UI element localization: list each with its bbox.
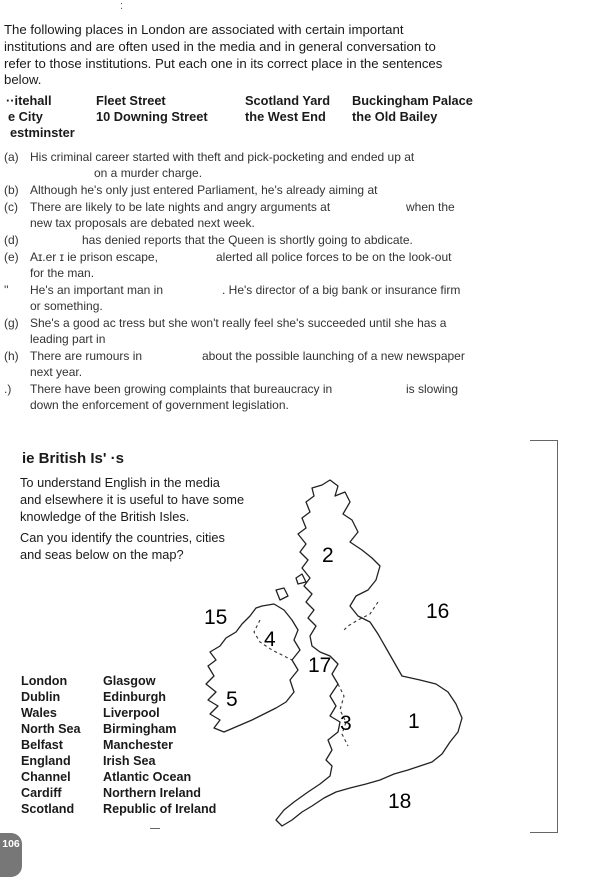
sentence-label: (c) [4,200,18,214]
map-number: 3 [340,712,352,735]
word-item: ··itehall [6,93,52,108]
para-line: Can you identify the countries, cities [20,530,225,545]
place-name: Birmingham [103,722,177,736]
sentence-text: She's a good ac tress but she won't really feel she's succeeded until she has a [30,316,447,330]
places-column-1 [21,673,80,817]
intro-line: below. [4,72,42,88]
word-item: 10 Downing Street [96,109,208,124]
word-item: e City [8,109,43,124]
sentence-label: (h) [4,349,19,363]
sentence-text: alerted all police forces to be on the look-out [216,250,452,264]
map-number: 5 [226,688,238,711]
para-line: To understand English in the media [20,475,220,490]
map-number: 15 [204,606,228,629]
para-line: and elsewhere it is useful to have some [20,492,245,507]
page-number: 106 [0,833,22,877]
sentence-text: when the [406,200,455,214]
map-number: 4 [264,628,276,651]
sentence-text: There have been growing complaints that bureaucracy in [30,382,333,396]
british-isles-map [180,470,480,845]
para-line: and seas below on the map? [20,547,184,562]
sentence-label: (b) [4,183,19,197]
footer-mark [150,828,160,829]
intro-line: refer to those institutions. Put each one in its correct place in the sentences [4,55,443,71]
place-name: Dublin [21,690,61,704]
sentence-text: He's an important man in [30,283,164,297]
place-name: Wales [21,706,57,720]
sentence-text: Although he's only just entered Parliament, he's already aiming at [30,183,378,197]
place-name: Edinburgh [103,690,166,704]
place-name: Atlantic Ocean [103,770,192,784]
sentence-text: down the enforcement of government legislation. [30,398,289,412]
header-mark: : [120,0,124,12]
word-item: Scotland Yard [245,93,331,108]
place-name: Cardiff [21,786,62,800]
place-name: Glasgow [103,674,156,688]
para-line: knowledge of the British Isles. [20,509,190,524]
place-name: Manchester [103,738,173,752]
sentence-text: on a murder charge. [94,166,203,180]
section-title: ie British Is' ·s [22,450,124,467]
word-box [0,93,600,141]
sentence-label: '' [4,283,9,297]
frame-line [530,832,558,833]
place-name: England [21,754,71,768]
sentence-text: . He's director of a big bank or insurance firm [222,283,461,297]
intro-paragraph [4,22,474,89]
sentence-label: (d) [4,233,19,247]
sentence-label: (a) [4,150,19,164]
place-name: Irish Sea [103,754,156,768]
sentence-label: (g) [4,316,19,330]
sentence-text: There are rumours in [30,349,143,363]
sentence-text: Aɪ.er ɪ ie prison escape, [30,250,158,264]
intro-line: The following places in London are associated with certain important [4,22,404,37]
sentence-text: next year. [30,365,83,379]
map-number: 2 [322,544,334,567]
sentence-text: or something. [30,299,103,313]
intro-line: institutions and are often used in the media and in general conversation to [4,38,436,54]
sentence-text: There are likely to be late nights and angry arguments at [30,200,331,214]
sentence-text: has denied reports that the Queen is shortly going to abdicate. [82,233,413,247]
frame-line [557,440,558,832]
place-name: Republic of Ireland [103,802,217,816]
sentence-text: His criminal career started with theft and pick-pocketing and ended up at [30,150,415,164]
place-name: London [21,674,68,688]
word-item: Buckingham Palace [352,93,473,108]
word-item: estminster [10,125,75,140]
great-britain-outline [276,480,462,826]
place-name: Belfast [21,738,63,752]
place-name: Channel [21,770,71,784]
sentence-label: .) [4,382,12,396]
map-number: 16 [426,600,450,623]
place-name: Northern Ireland [103,786,201,800]
place-name: Liverpool [103,706,160,720]
sentence-text: about the possible launching of a new newspaper [202,349,465,363]
map-number: 1 [408,710,420,733]
sentence-label: (e) [4,250,19,264]
sentence-list [4,149,494,419]
sentence-text: leading part in [30,332,106,346]
map-number: 17 [308,654,332,677]
frame-line [530,440,558,441]
word-item: the West End [245,109,326,124]
place-name: Scotland [21,802,75,816]
word-item: Fleet Street [96,93,166,108]
map-number: 18 [388,790,412,813]
sentence-text: new tax proposals are debated next week. [30,216,255,230]
islands [276,574,306,600]
word-item: the Old Bailey [352,109,438,124]
sentence-text: for the man. [30,266,95,280]
place-name: North Sea [21,722,81,736]
sentence-text: is slowing [406,382,459,396]
